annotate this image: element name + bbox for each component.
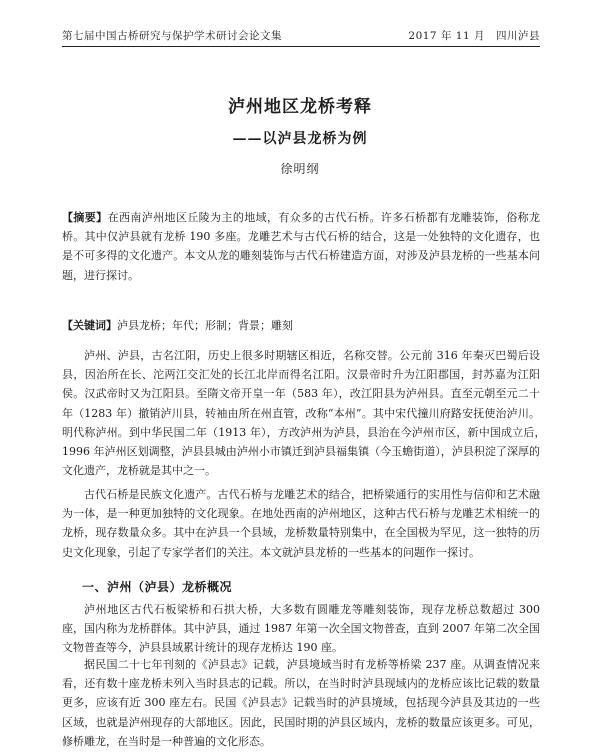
keywords — [62, 316, 540, 335]
keywords-label: 【关键词】 — [62, 319, 117, 332]
intro-paragraph-2: 古代石桥是民族文化遗产。古代石桥与龙雕艺术的结合，把桥梁通行的实用性与信仰和艺术融为一体，是一种更加独特的文化现象。在地处西南的泸州地区，这种古代石桥与龙雕艺术相统一的龙桥，现存数量众多。其中在泸县一个县域，龙桥数量特别集中，在全国极为罕见，这一独特的历史文化现象，引起了专家学者们的关注。本文就泸县龙桥的一些基本的问题作一探讨。 — [62, 488, 540, 559]
intro-paragraph-1: 泸州、泸县，古名江阳，历史上很多时期辖区相近，名称交替。公元前 316 年秦灭巴蜀后设县，因治所在长、沱两江交汇处的长江北岸而得名江阳。汉景帝时升为江阳郡国，封苏嘉为江阳侯。汉武帝时又为江阳县。至隋文帝开皇一年（583 年），改江阳县为泸州县。直至元朝至元二十年（1283 年）撤销泸川县，转袖由所在州直管，改称“本州”。其中宋代撞川府路安抚使治泸川。明代称泸州。到中华民国二年（1913 年），方改泸州为泸县，县治在今泸州市区，新中国成立后， 1996 年泸州区划调整，泸县县城由泸州小市镇迁到泸县福集镇（今玉蟾街道），泸县积淀了深厚的文化遗产，龙桥就是其中之一。 — [62, 349, 551, 478]
proceedings-title: 第七届中国古桥研究与保护学术研讨会论文集 — [62, 30, 282, 42]
date-location: 2017 年 11 月 四川泸县 — [408, 30, 540, 42]
section-paragraph-1: 泸州地区古代石板梁桥和石拱大桥，大多数有圆雕龙等雕刻装饰，现存龙桥总数超过 300 座，国内称为龙桥群体。其中泸县，通过 1987 年第一次全国文物普查，直到 2007 年第二次全国文物普查等今，泸县县域累计统计的现存龙桥达 190 座。 — [62, 603, 540, 655]
abstract-text: 在西南泸州地区丘陵为主的地域，有众多的古代石桥。许多石桥都有龙雕装饰，俗称龙桥。其中仅泸县就有龙桥 190 多座。龙雕艺术与古代石桥的结合，这是一处独特的文化遗存，也是不可多得的文化遗产。本文从龙的雕刻装饰与古代石桥建造方面，对涉及泸县龙桥的一些基本问题，进行探讨。 — [62, 211, 540, 282]
abstract — [62, 208, 540, 285]
keywords-text: 泸县龙桥；年代；形制；背景；雕刻 — [117, 319, 293, 332]
abstract-label: 【摘要】 — [62, 211, 108, 224]
section-heading: 一、泸州（泸县）龙桥概况 — [82, 580, 233, 594]
paper-title: 泸州地区龙桥考释 — [228, 97, 372, 117]
paper-subtitle: ——以泸县龙桥为例 — [232, 131, 368, 147]
section-paragraph-2: 据民国二十七年刊刻的《泸县志》记载，泸县境域当时有龙桥等桥梁 237 座。从调查情况来看，还有数十座龙桥未列入当时县志的记载。所以，在当时时泸县现域内的龙桥应该比记载的数量更多，应该有近 300 座左右。民国《泸县志》记载当时的泸县境域，包括现今泸县及其边的一些区域，也就是泸州现存的大部地区。因此，民国时期的泸县区域内，龙桥的数量应该更多。可见，修桥雕龙，在当时是一种普遍的文化形态。 — [62, 658, 540, 748]
running-header — [62, 28, 540, 47]
author-name: 徐明纲 — [280, 162, 320, 176]
